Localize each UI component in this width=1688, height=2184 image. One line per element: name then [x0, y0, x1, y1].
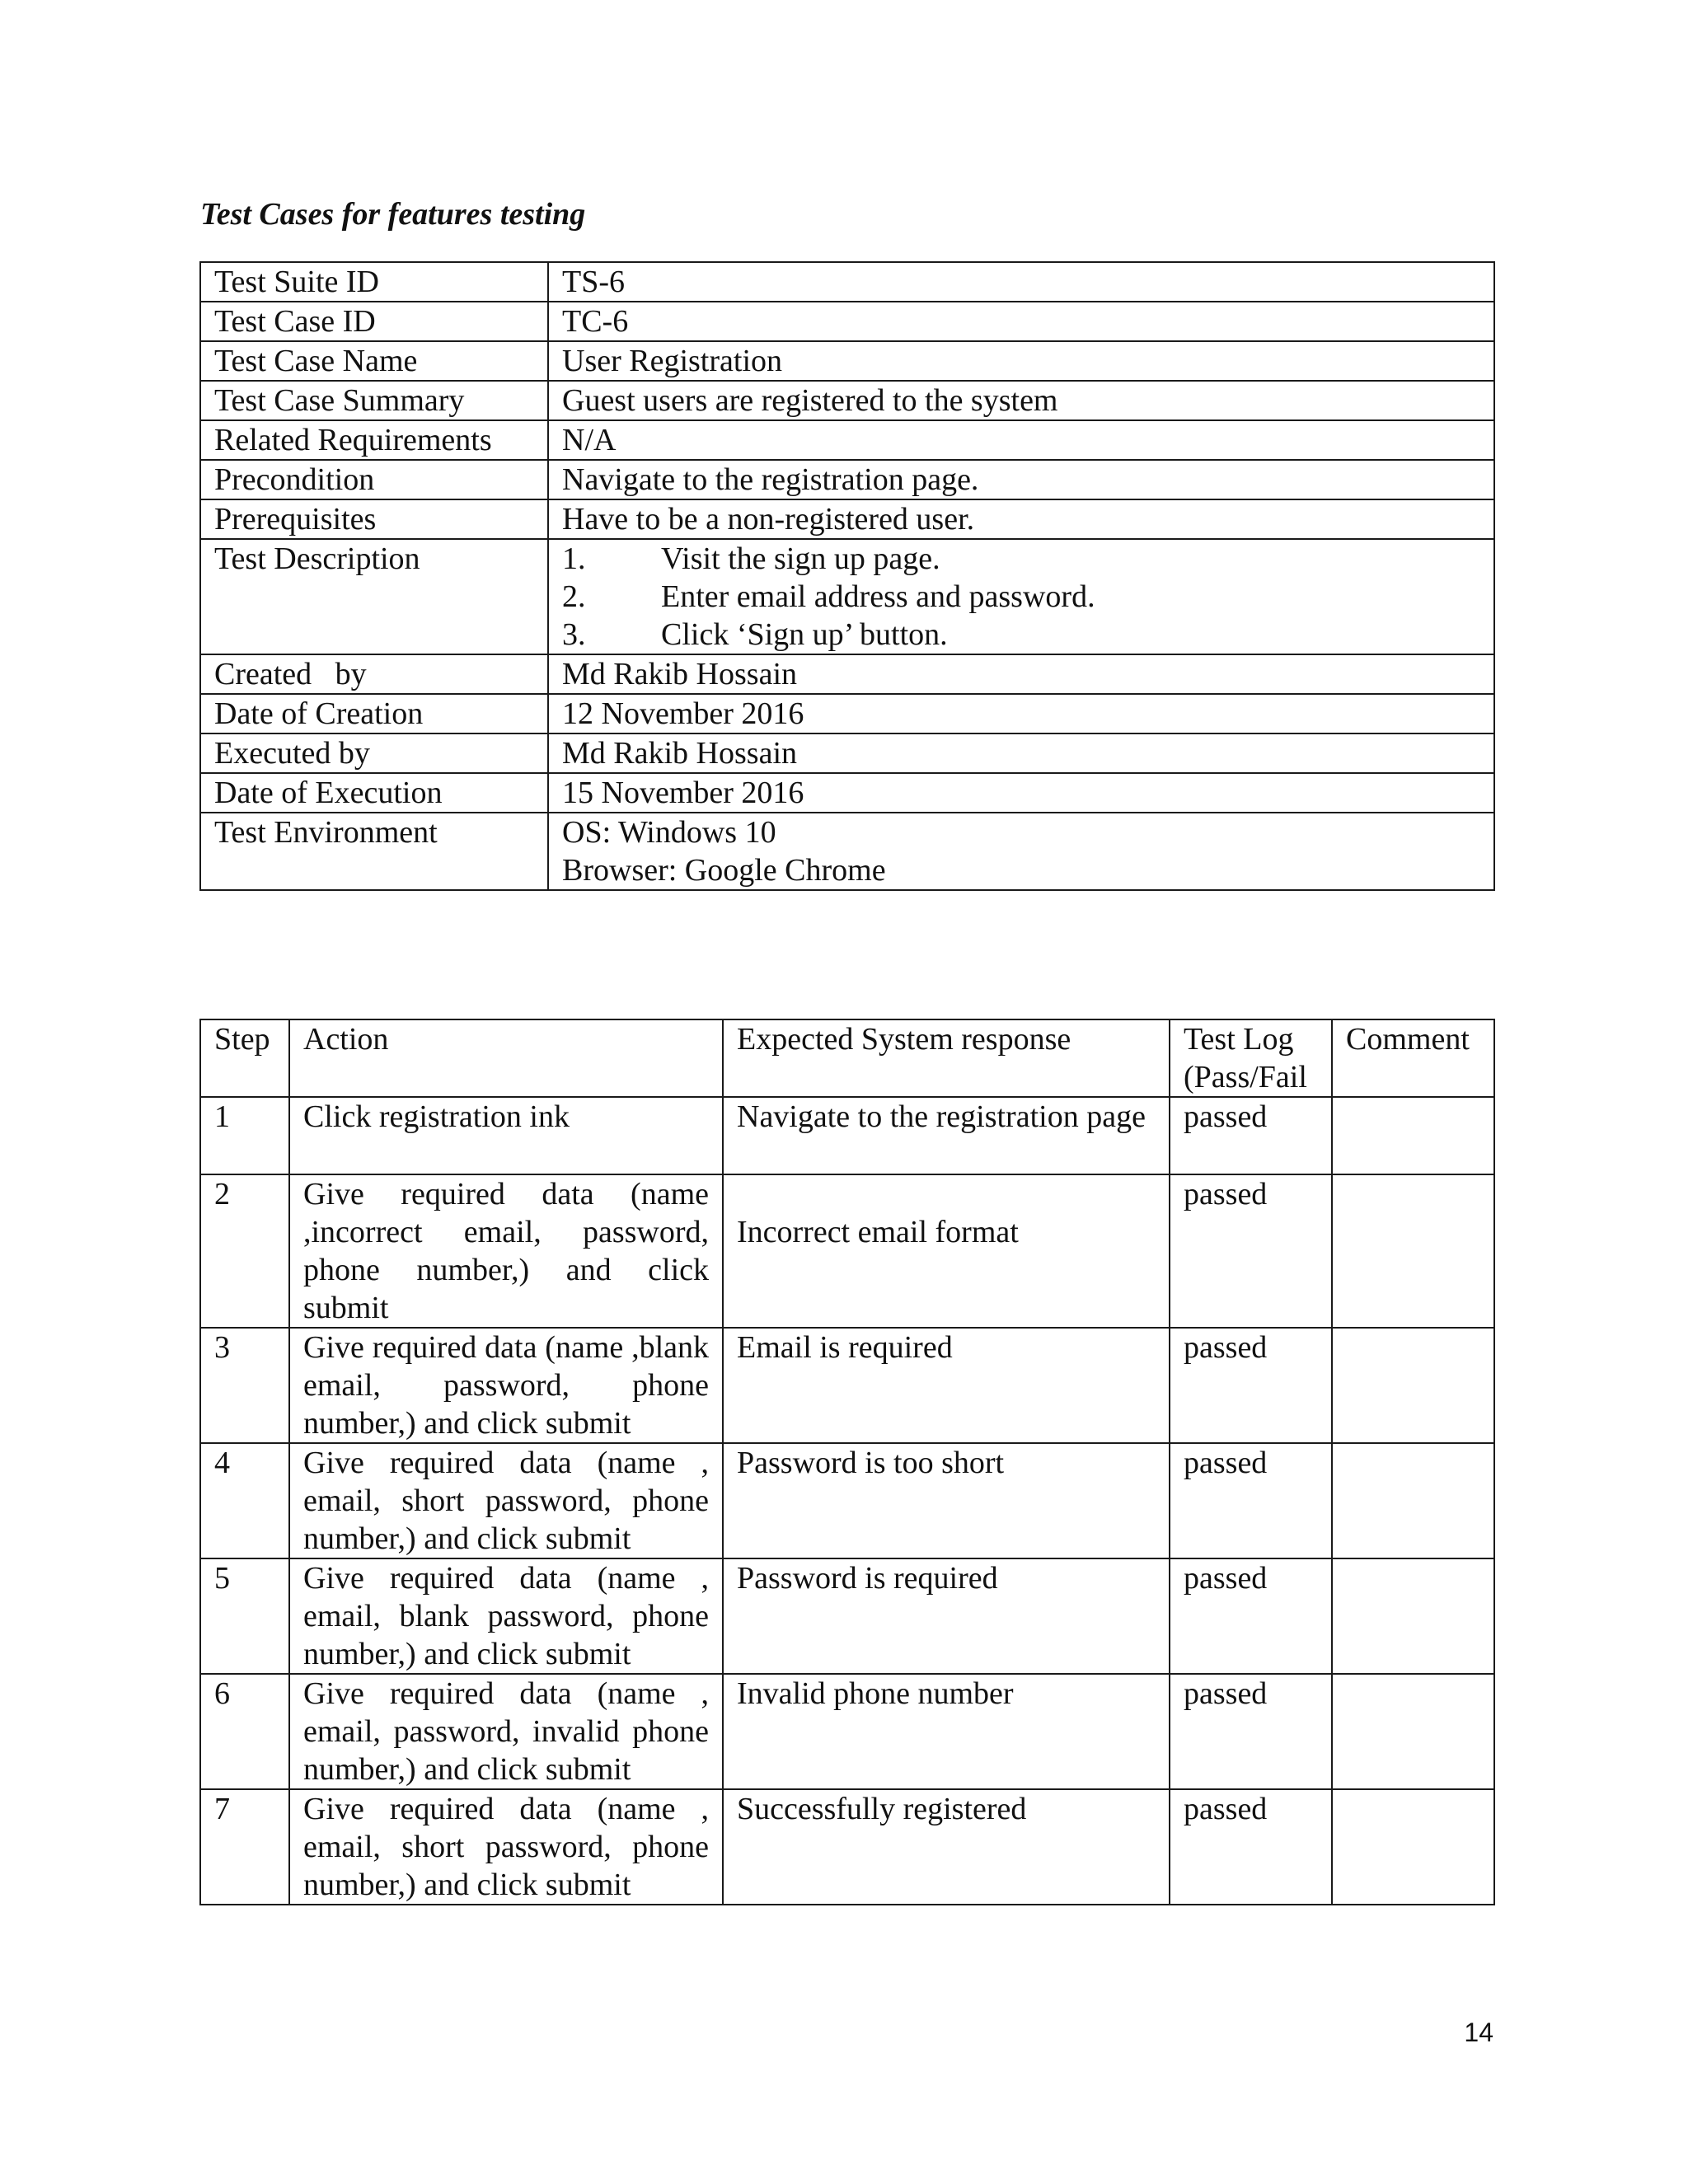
field-value: Md Rakib Hossain [548, 654, 1494, 694]
description-step [562, 540, 1480, 578]
comment-cell [1332, 1558, 1494, 1674]
field-label: Test Case Summary [200, 381, 548, 420]
table-row [200, 460, 1494, 499]
page-number: 14 [1464, 2018, 1493, 2047]
field-value [548, 813, 1494, 890]
table-row [200, 341, 1494, 381]
description-step-number: 2. [562, 579, 586, 614]
header-expected: Expected System response [723, 1019, 1170, 1097]
field-value: 15 November 2016 [548, 773, 1494, 813]
description-step-text: Enter email address and password. [661, 579, 1095, 614]
test-log-cell: passed [1170, 1443, 1332, 1558]
test-log-cell: passed [1170, 1558, 1332, 1674]
step-cell: 3 [200, 1328, 289, 1443]
expected-cell: Navigate to the registration page [723, 1097, 1170, 1174]
table-row [200, 302, 1494, 341]
table-row [200, 813, 1494, 890]
table-row [200, 539, 1494, 654]
field-value: Navigate to the registration page. [548, 460, 1494, 499]
field-label: Precondition [200, 460, 548, 499]
field-label: Related Requirements [200, 420, 548, 460]
action-cell: Click registration ink [289, 1097, 723, 1174]
action-cell: Give required data (name , email, short password, phone number,) and click submit [289, 1443, 723, 1558]
expected-cell: Invalid phone number [723, 1674, 1170, 1789]
field-value: Guest users are registered to the system [548, 381, 1494, 420]
comment-cell [1332, 1443, 1494, 1558]
description-step [562, 616, 1480, 654]
test-log-cell: passed [1170, 1097, 1332, 1174]
field-value: Have to be a non-registered user. [548, 499, 1494, 539]
comment-cell [1332, 1097, 1494, 1174]
comment-cell [1332, 1789, 1494, 1905]
expected-cell [723, 1174, 1170, 1328]
comment-cell [1332, 1174, 1494, 1328]
table-row [200, 773, 1494, 813]
field-label: Test Case Name [200, 341, 548, 381]
action-cell: Give required data (name , email, blank password, phone number,) and click submit [289, 1558, 723, 1674]
field-value: TC-6 [548, 302, 1494, 341]
step-cell: 5 [200, 1558, 289, 1674]
table-row [200, 1558, 1494, 1674]
field-label: Test Environment [200, 813, 548, 890]
test-steps-table [199, 1019, 1495, 1905]
field-label: Created by [200, 654, 548, 694]
header-action: Action [289, 1019, 723, 1097]
table-row [200, 1097, 1494, 1174]
field-value: User Registration [548, 341, 1494, 381]
comment-cell [1332, 1674, 1494, 1789]
field-label: Date of Creation [200, 694, 548, 733]
test-log-cell: passed [1170, 1674, 1332, 1789]
expected-text: Incorrect email format [737, 1215, 1019, 1249]
field-label: Executed by [200, 733, 548, 773]
action-cell: Give required data (name , email, short password, phone number,) and click submit [289, 1789, 723, 1905]
description-step-number: 1. [562, 541, 586, 576]
field-value: 12 November 2016 [548, 694, 1494, 733]
test-log-cell: passed [1170, 1789, 1332, 1905]
expected-cell: Email is required [723, 1328, 1170, 1443]
description-step [562, 578, 1480, 616]
field-label: Prerequisites [200, 499, 548, 539]
header-step: Step [200, 1019, 289, 1097]
step-cell: 6 [200, 1674, 289, 1789]
table-row [200, 654, 1494, 694]
expected-cell: Successfully registered [723, 1789, 1170, 1905]
action-cell: Give required data (name , email, password, invalid phone number,) and click submit [289, 1674, 723, 1789]
test-log-cell: passed [1170, 1174, 1332, 1328]
field-value: Md Rakib Hossain [548, 733, 1494, 773]
table-row [200, 499, 1494, 539]
table-row [200, 1443, 1494, 1558]
expected-cell: Password is too short [723, 1443, 1170, 1558]
description-step-text: Visit the sign up page. [661, 541, 940, 576]
test-log-cell: passed [1170, 1328, 1332, 1443]
step-cell: 4 [200, 1443, 289, 1558]
description-step-number: 3. [562, 617, 586, 652]
table-row [200, 1174, 1494, 1328]
environment-os: OS: Windows 10 [562, 815, 776, 850]
header-test-log-line1: Test Log [1184, 1022, 1294, 1057]
field-value: TS-6 [548, 262, 1494, 302]
table-row [200, 1789, 1494, 1905]
header-test-log [1170, 1019, 1332, 1097]
step-cell: 2 [200, 1174, 289, 1328]
field-label: Test Case ID [200, 302, 548, 341]
field-label: Test Suite ID [200, 262, 548, 302]
page-title: Test Cases for features testing [200, 197, 586, 232]
test-case-summary-table [199, 261, 1495, 891]
step-cell: 7 [200, 1789, 289, 1905]
table-row [200, 262, 1494, 302]
description-step-text: Click ‘Sign up’ button. [661, 617, 948, 652]
field-value: N/A [548, 420, 1494, 460]
table-row [200, 1328, 1494, 1443]
comment-cell [1332, 1328, 1494, 1443]
table-row [200, 420, 1494, 460]
table-row [200, 733, 1494, 773]
table-row [200, 381, 1494, 420]
table-row [200, 1674, 1494, 1789]
field-label: Date of Execution [200, 773, 548, 813]
header-comment: Comment [1332, 1019, 1494, 1097]
environment-browser: Browser: Google Chrome [562, 853, 886, 888]
header-test-log-line2: (Pass/Fail [1184, 1060, 1307, 1094]
table-row [200, 694, 1494, 733]
table-header-row [200, 1019, 1494, 1097]
action-cell: Give required data (name ,blank email, password, phone number,) and click submit [289, 1328, 723, 1443]
field-value [548, 539, 1494, 654]
expected-cell: Password is required [723, 1558, 1170, 1674]
field-label: Test Description [200, 539, 548, 654]
step-cell: 1 [200, 1097, 289, 1174]
action-cell: Give required data (name ,incorrect email, password, phone number,) and click submit [289, 1174, 723, 1328]
